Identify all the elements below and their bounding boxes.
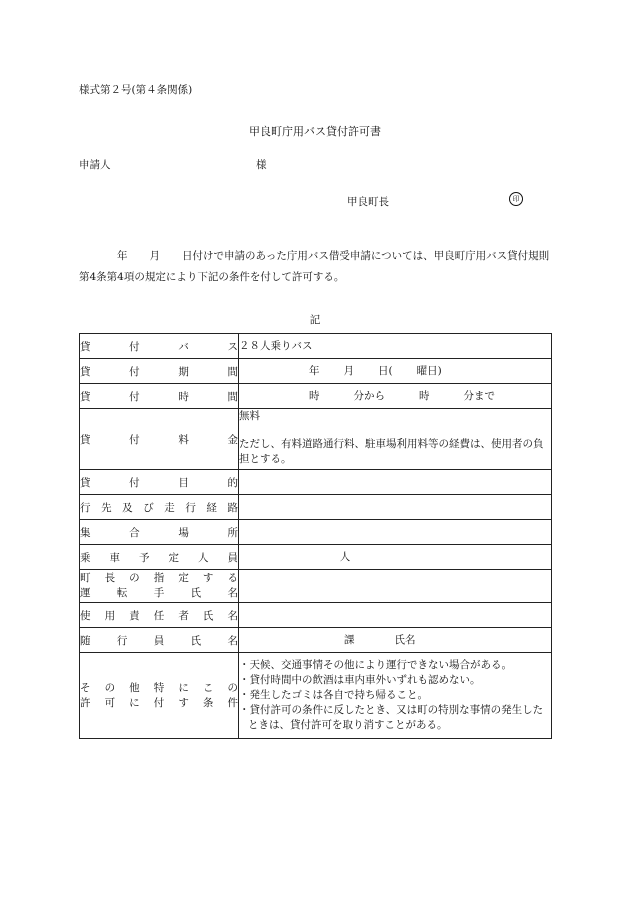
table-row — [80, 520, 552, 545]
label-char: ス — [227, 340, 238, 353]
statement-text: 日付けで申請のあった庁用バス借受申請については、甲良町庁用バス貸付規則第4条第4項の規定により下記の条件を付して許可する。 — [79, 250, 550, 283]
label-char: 許 — [80, 696, 91, 709]
label-char: 金 — [227, 433, 238, 446]
label-char: 目 — [178, 476, 189, 489]
label-line — [80, 586, 238, 601]
condition-item: ・貸付許可の条件に反したとき、又は町の特別な事情の発生したときは、貸付許可を取り消すことがある。 — [239, 704, 544, 731]
table-row — [80, 334, 552, 359]
row-label — [80, 495, 239, 520]
ki-heading: 記 — [309, 314, 321, 326]
label-char: 貸 — [80, 390, 91, 403]
table-row — [80, 470, 552, 495]
table-row — [80, 653, 552, 739]
label-char: 経 — [206, 501, 217, 514]
table-row — [80, 359, 552, 384]
applicant-honorific: 様 — [256, 159, 267, 171]
label-char: 付 — [153, 696, 165, 709]
value-fields — [239, 389, 551, 404]
label-char: 貸 — [80, 365, 91, 378]
row-label — [80, 628, 239, 653]
label-char: 責 — [129, 609, 140, 622]
label-char: 集 — [80, 526, 91, 539]
label-char: 者 — [178, 609, 189, 622]
label-char: こ — [202, 681, 214, 694]
value-unit: 月 — [343, 364, 354, 377]
label-char: 転 — [116, 587, 128, 599]
year-label: 年 — [117, 250, 128, 262]
label-char: 任 — [153, 609, 165, 622]
label-char: 予 — [139, 551, 150, 564]
label-char: 付 — [129, 365, 140, 378]
value-unit: 分から — [353, 389, 385, 402]
label-line — [80, 571, 238, 586]
label-char: 付 — [129, 340, 140, 353]
label-text — [80, 339, 238, 354]
label-char: 貸 — [80, 340, 91, 353]
row-label — [80, 384, 239, 409]
table-row — [80, 384, 552, 409]
label-text — [80, 500, 238, 515]
label-char: 使 — [80, 609, 91, 622]
row-label — [80, 359, 239, 384]
value-unit: 分まで — [463, 389, 495, 402]
label-text — [80, 633, 238, 648]
label-text — [80, 525, 238, 540]
row-value — [239, 384, 552, 409]
row-label — [80, 545, 239, 570]
label-char: 付 — [129, 390, 140, 403]
row-value — [239, 359, 552, 384]
row-label — [80, 470, 239, 495]
label-char: 貸 — [80, 433, 91, 446]
label-char: 走 — [164, 501, 175, 514]
label-char: 件 — [227, 696, 238, 709]
label-char: 合 — [129, 526, 140, 539]
label-char: 貸 — [80, 476, 91, 489]
label-char: 名 — [227, 587, 238, 599]
label-char: す — [202, 572, 214, 584]
label-char: 料 — [178, 433, 189, 446]
label-char: バ — [178, 340, 189, 353]
row-value — [239, 653, 552, 739]
table-row — [80, 628, 552, 653]
label-line — [80, 696, 238, 711]
condition-item: ・天候、交通事情その他により運行できない場合がある。 — [239, 659, 512, 671]
table-row — [80, 495, 552, 520]
label-char: 車 — [109, 551, 120, 564]
label-char: 行 — [116, 634, 128, 647]
row-value — [239, 603, 552, 628]
label-char: 随 — [80, 634, 91, 647]
value-unit: 年 — [309, 364, 320, 377]
label-char: す — [178, 696, 189, 709]
value-fields — [239, 633, 551, 648]
row-label — [80, 334, 239, 359]
value-unit: 時 — [419, 389, 430, 402]
label-char: 所 — [227, 526, 238, 539]
row-label — [80, 653, 239, 739]
row-value — [239, 520, 552, 545]
label-text — [80, 364, 238, 379]
value-unit: 時 — [309, 389, 320, 402]
label-char: の — [104, 681, 116, 694]
label-text — [80, 475, 238, 490]
fee-amount: 無料 — [239, 410, 260, 422]
label-text — [80, 608, 238, 623]
row-value — [239, 628, 552, 653]
table-row — [80, 409, 552, 470]
row-value — [239, 495, 552, 520]
row-label — [80, 409, 239, 470]
table-row — [80, 545, 552, 570]
label-char: 氏 — [190, 587, 202, 599]
label-char: 人 — [198, 551, 209, 564]
label-char: 特 — [153, 681, 165, 694]
label-char: の — [129, 572, 140, 584]
table-row — [80, 570, 552, 603]
table-row — [80, 603, 552, 628]
label-char: 町 — [80, 572, 91, 584]
value-fields — [239, 364, 551, 379]
form-number: 様式第２号(第４条関係) — [79, 84, 193, 96]
label-char: 他 — [129, 681, 140, 694]
label-char: び — [143, 501, 154, 514]
label-char: 名 — [227, 634, 238, 647]
document-title: 甲良町庁用バス貸付許可書 — [249, 125, 381, 138]
row-value: ２８人乗りバス — [239, 334, 552, 359]
label-char: 定 — [168, 551, 179, 564]
label-char: 行 — [80, 501, 91, 514]
value-unit: 課 — [344, 633, 355, 646]
label-char: の — [227, 681, 238, 694]
label-char: 間 — [227, 390, 238, 403]
row-label — [80, 603, 239, 628]
label-char: 行 — [185, 501, 196, 514]
label-char: る — [227, 572, 238, 584]
label-text — [80, 550, 238, 565]
label-char: 用 — [104, 609, 116, 622]
label-char: 付 — [129, 433, 140, 446]
label-char: 路 — [227, 501, 238, 514]
label-text — [80, 432, 238, 447]
label-char: 時 — [178, 390, 189, 403]
row-value — [239, 470, 552, 495]
value-unit: 日( — [378, 364, 393, 377]
value-unit: 曜日) — [416, 364, 442, 377]
label-char: 長 — [104, 572, 116, 584]
label-char: 運 — [80, 587, 91, 599]
issuer-label: 甲良町長 — [347, 196, 389, 208]
row-value: 人 — [239, 545, 552, 570]
label-char: 氏 — [190, 634, 202, 647]
label-text — [80, 389, 238, 404]
label-line — [80, 681, 238, 696]
label-char: そ — [80, 681, 91, 694]
label-char: 場 — [178, 526, 189, 539]
label-char: 員 — [227, 551, 238, 564]
label-char: 可 — [104, 696, 116, 709]
label-char: 員 — [153, 634, 165, 647]
permission-statement — [79, 246, 551, 288]
label-char: 手 — [153, 587, 165, 599]
label-char: 的 — [227, 476, 238, 489]
condition-item: ・発生したゴミは各自で持ち帰ること。 — [239, 689, 428, 701]
label-char: 期 — [178, 365, 189, 378]
row-value — [239, 409, 552, 470]
label-char: 氏 — [202, 609, 214, 622]
label-char: 条 — [202, 696, 214, 709]
row-label — [80, 570, 239, 603]
label-char: 指 — [153, 572, 165, 584]
label-char: 及 — [122, 501, 133, 514]
fee-note: ただし、有料道路通行料、駐車場利用料等の経費は、使用者の負担とする。 — [239, 438, 544, 465]
label-char: 名 — [227, 609, 238, 622]
permit-details-table — [79, 333, 552, 739]
label-char: 間 — [227, 365, 238, 378]
seal-mark: 印 — [509, 192, 523, 206]
month-label: 月 — [149, 250, 160, 262]
label-char: 付 — [129, 476, 140, 489]
label-char: に — [178, 681, 189, 694]
row-value — [239, 570, 552, 603]
applicant-label: 申請人 — [79, 159, 111, 171]
label-char: に — [129, 696, 140, 709]
value-unit: 氏名 — [394, 633, 416, 646]
label-char: 先 — [101, 501, 112, 514]
label-char: 乗 — [80, 551, 91, 564]
label-char: 定 — [178, 572, 189, 584]
row-label — [80, 520, 239, 545]
condition-item: ・貸付時間中の飲酒は車内車外いずれも認めない。 — [239, 674, 481, 686]
